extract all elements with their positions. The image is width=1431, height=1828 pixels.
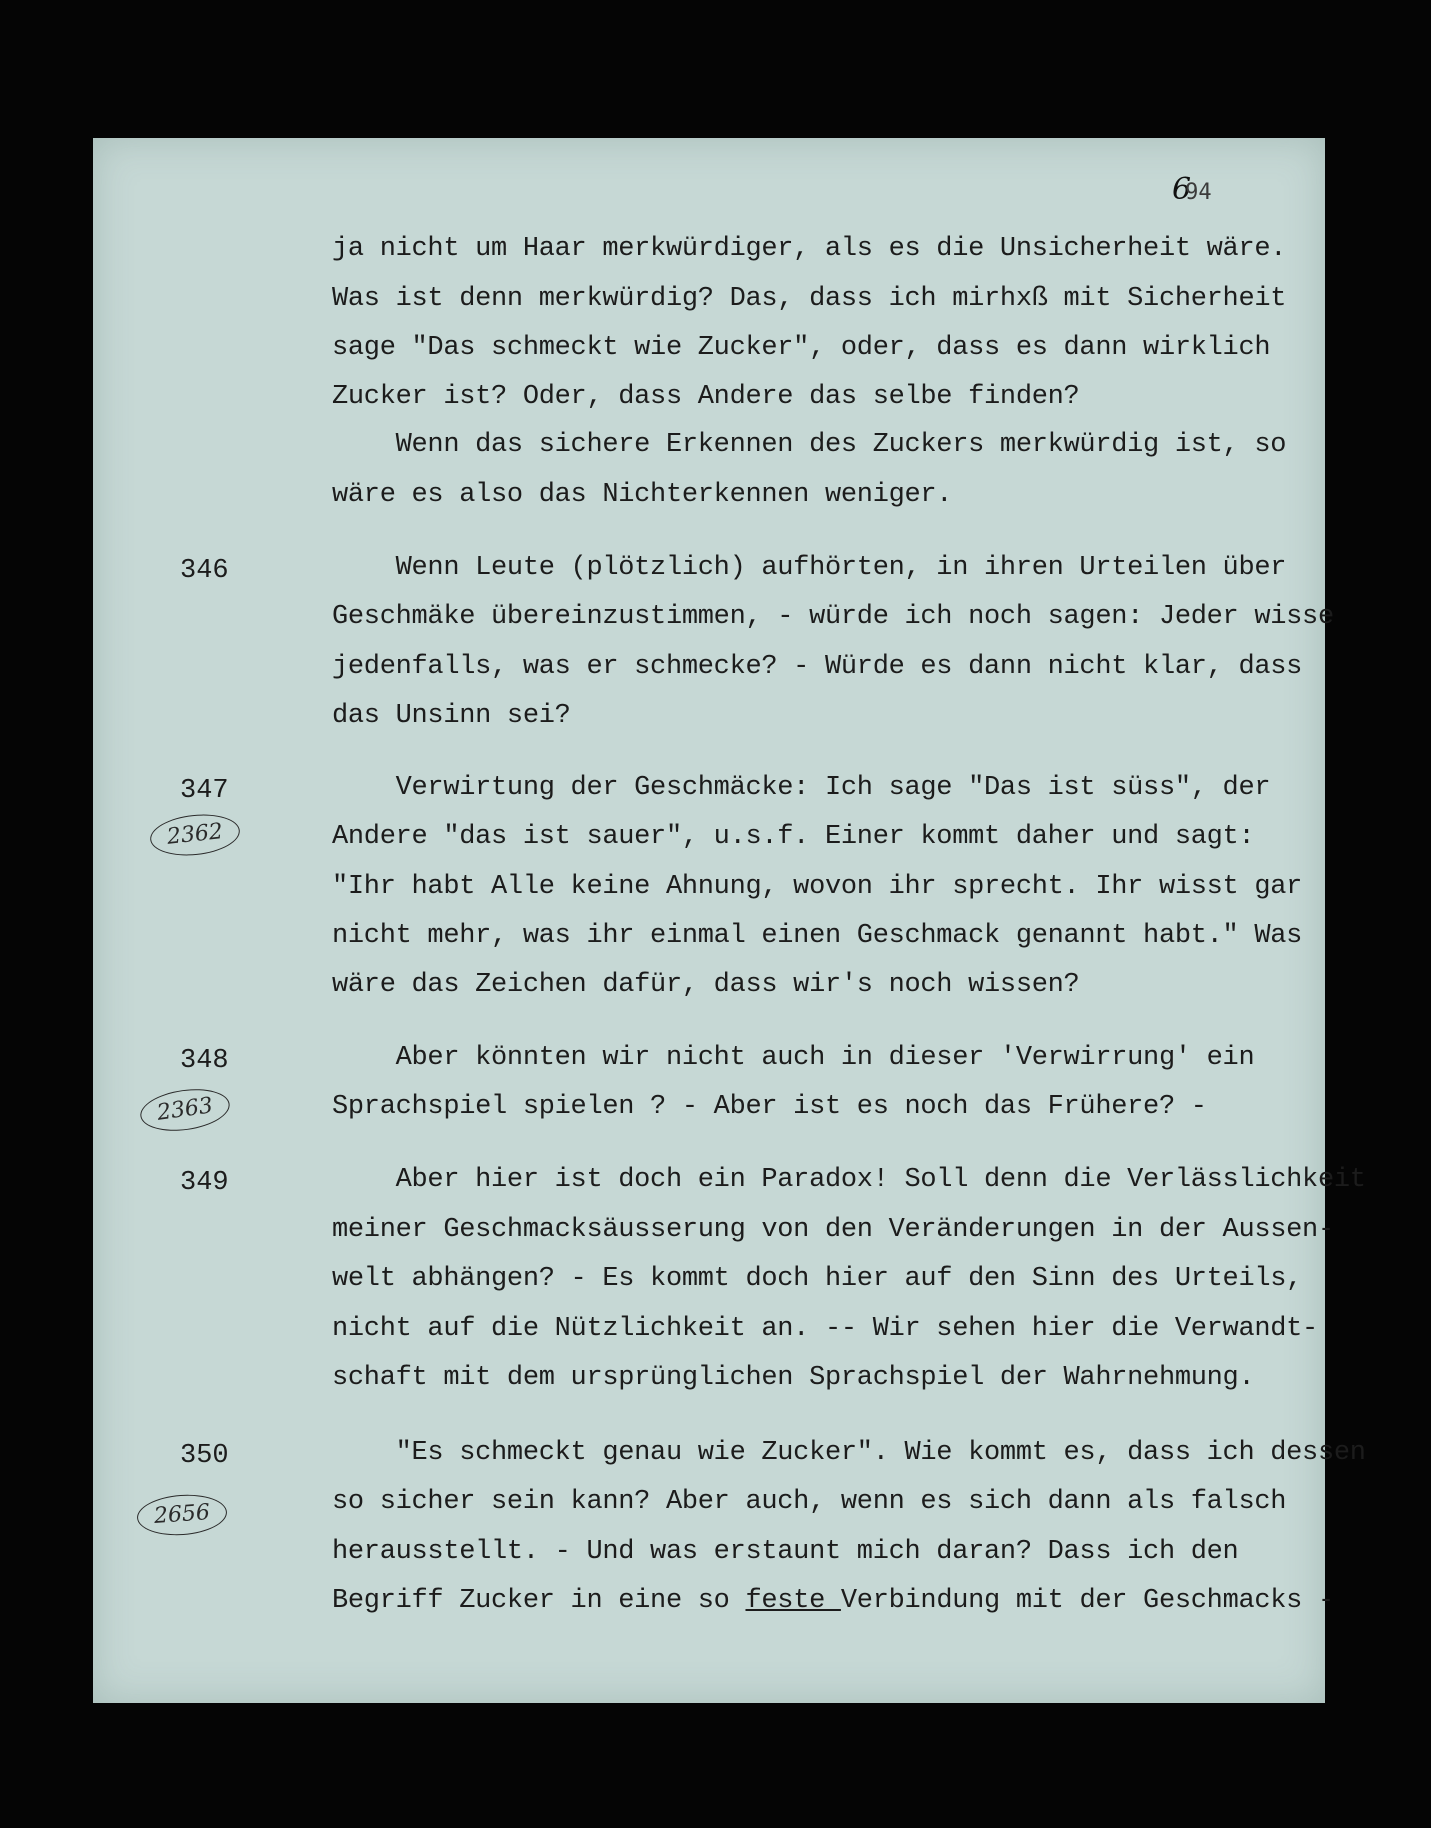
text-segment: Begriff Zucker in eine so [332, 1586, 746, 1616]
text-line-last [332, 1588, 1334, 1615]
text-line: Andere "das ist sauer", u.s.f. Einer kommt daher und sagt: [332, 822, 1255, 852]
remark-number-347: 347 [180, 776, 229, 806]
text-segment: Verbindung mit der Geschmacks - [840, 1586, 1334, 1616]
text-line: Verwirtung der Geschmäcke: Ich sage "Das ist süss", der [332, 773, 1271, 803]
annotation-2363: 2363 [138, 1084, 233, 1136]
text-line: nicht mehr, was ihr einmal einen Geschmack genannt habt." Was [332, 921, 1303, 951]
page-number-typed: 94 [1185, 180, 1212, 205]
annotation-2362: 2362 [148, 810, 242, 859]
text-line: schaft mit dem ursprünglichen Sprachspiel der Wahrnehmung. [332, 1363, 1255, 1393]
text-line: Wenn Leute (plötzlich) aufhörten, in ihren Urteilen über [332, 553, 1287, 583]
annotation-2656: 2656 [136, 1492, 229, 1538]
remark-number-346: 346 [180, 556, 229, 586]
text-line: wäre es also das Nichterkennen weniger. [332, 480, 953, 510]
text-line: Aber könnten wir nicht auch in dieser 'Verwirrung' ein [332, 1043, 1255, 1073]
text-line: Aber hier ist doch ein Paradox! Soll denn die Verlässlichkeit [332, 1165, 1366, 1195]
page-number [1172, 172, 1212, 207]
page-number-handwritten: 6 [1172, 172, 1192, 207]
underlined-word: feste [745, 1586, 841, 1616]
text-line: Was ist denn merkwürdig? Das, dass ich mirhxß mit Sicherheit [332, 284, 1287, 314]
text-line: meiner Geschmacksäusserung von den Veränderungen in der Aussen- [332, 1215, 1334, 1245]
text-line: wäre das Zeichen dafür, dass wir's noch wissen? [332, 970, 1080, 1000]
text-line: Sprachspiel spielen ? - Aber ist es noch das Frühere? - [332, 1092, 1207, 1122]
text-line: Wenn das sichere Erkennen des Zuckers merkwürdig ist, so [332, 430, 1287, 460]
text-line: welt abhängen? - Es kommt doch hier auf den Sinn des Urteils, [332, 1264, 1303, 1294]
text-line: herausstellt. - Und was erstaunt mich daran? Dass ich den [332, 1537, 1239, 1567]
remark-number-348: 348 [180, 1046, 229, 1076]
text-line: Zucker ist? Oder, dass Andere das selbe finden? [332, 382, 1080, 412]
text-line: sage "Das schmeckt wie Zucker", oder, dass es dann wirklich [332, 333, 1271, 363]
text-line: so sicher sein kann? Aber auch, wenn es sich dann als falsch [332, 1487, 1287, 1517]
text-line: jedenfalls, was er schmecke? - Würde es dann nicht klar, dass [332, 652, 1303, 682]
remark-number-349: 349 [180, 1168, 229, 1198]
text-line: ja nicht um Haar merkwürdiger, als es die Unsicherheit wäre. [332, 234, 1287, 264]
text-line: "Ihr habt Alle keine Ahnung, wovon ihr sprecht. Ihr wisst gar [332, 872, 1303, 902]
remark-number-350: 350 [180, 1441, 229, 1471]
text-line: Geschmäke übereinzustimmen, - würde ich noch sagen: Jeder wisse [332, 602, 1334, 632]
text-line: "Es schmeckt genau wie Zucker". Wie kommt es, dass ich dessen [332, 1438, 1366, 1468]
text-line: nicht auf die Nützlichkeit an. -- Wir sehen hier die Verwandt- [332, 1314, 1318, 1344]
text-line: das Unsinn sei? [332, 701, 571, 731]
